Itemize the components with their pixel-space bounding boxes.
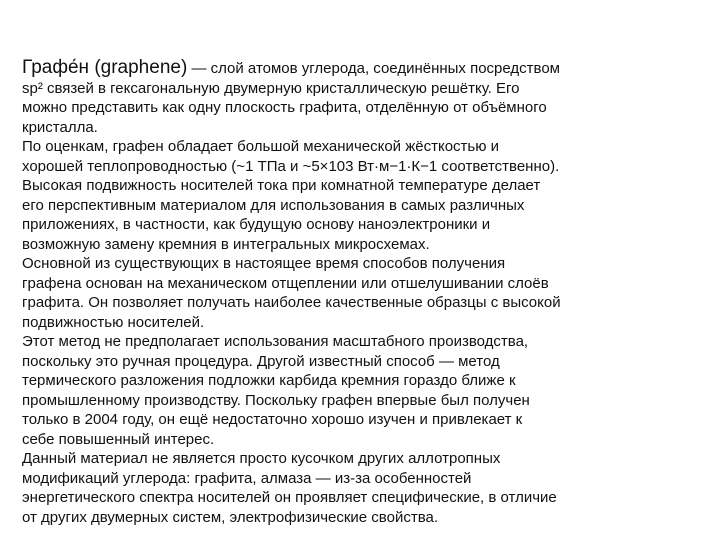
text-line: По оценкам, графен обладает большой механической жёсткостью и	[22, 138, 500, 155]
text-line: энергетического спектра носителей он проявляет специфические, в отличие	[22, 489, 557, 506]
body-text	[22, 58, 698, 527]
text-line: термического разложения подложки карбида кремния гораздо ближе к	[22, 372, 516, 389]
title-term: Графе́н (graphene)	[22, 57, 188, 78]
text-line: Высокая подвижность носителей тока при комнатной температуре делает	[22, 177, 541, 194]
text-line: приложениях, в частности, как будущую основу наноэлектроники и	[22, 216, 491, 233]
text-line: от других двумерных систем, электрофизические свойства.	[22, 508, 439, 526]
text-line: хорошей теплопроводностью (~1 ТПа и ~5×103 Вт·м−1·К−1 соответственно).	[22, 157, 560, 175]
text-line: себе повышенный интерес.	[22, 430, 215, 448]
text-line: модификаций углерода: графита, алмаза — из-за особенностей	[22, 469, 472, 487]
text-line: Данный материал не является просто кусочком других аллотропных	[22, 450, 501, 467]
text-line: подвижностью носителей.	[22, 313, 205, 331]
text-line: кристалла.	[22, 118, 98, 136]
text-line: только в 2004 году, он ещё недостаточно хорошо изучен и привлекает к	[22, 411, 523, 428]
text-line: графена основан на механическом отщеплении или отшелушивании слоёв	[22, 274, 549, 292]
text-line: Основной из существующих в настоящее время способов получения	[22, 255, 506, 272]
text-line: графита. Он позволяет получать наиболее качественные образцы с высокой	[22, 294, 561, 311]
text-line: возможную замену кремния в интегральных микросхемах.	[22, 235, 430, 253]
text-line: промышленному производству. Поскольку графен впервые был получен	[22, 391, 530, 409]
text-line: можно представить как одну плоскость графита, отделённую от объёмного	[22, 99, 547, 116]
text-line: Этот метод не предполагает использования масштабного производства,	[22, 333, 529, 350]
text-line-segment: — слой атомов углерода, соединённых посредством	[187, 60, 560, 77]
text-line: sp² связей в гексагональную двумерную кристаллическую решётку. Его	[22, 79, 520, 97]
text-line: поскольку это ручная процедура. Другой известный способ — метод	[22, 352, 500, 370]
text-line: его перспективным материалом для использования в самых различных	[22, 196, 525, 214]
text-line	[22, 58, 698, 79]
